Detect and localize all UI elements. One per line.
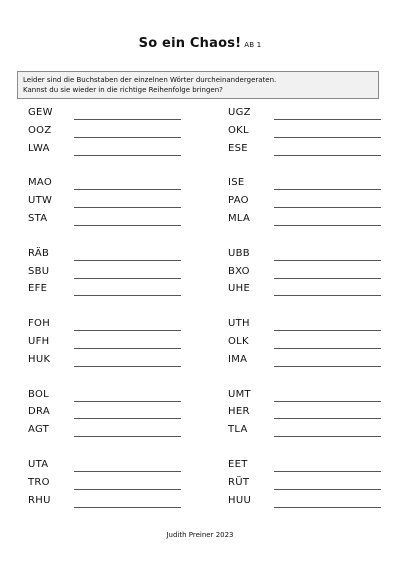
word-row [28,424,198,442]
word-group [228,318,398,371]
word-row [28,318,198,336]
scrambled-word: BXO [228,265,250,277]
word-row [228,213,398,231]
word-group [28,248,198,301]
word-row [28,336,198,354]
word-row [28,389,198,407]
word-row [28,477,198,495]
answer-line[interactable] [274,348,381,349]
answer-line[interactable] [274,260,381,261]
scrambled-word: AGT [28,424,50,436]
answer-line[interactable] [274,207,381,208]
scrambled-word: STA [28,212,48,224]
scrambled-word: UTH [228,318,250,330]
answer-line[interactable] [74,418,181,419]
answer-line[interactable] [74,189,181,190]
answer-line[interactable] [274,471,381,472]
word-row [28,107,198,125]
instruction-line-2: Kannst du sie wieder in die richtige Reihenfolge bringen? [23,86,223,94]
right-word-column [228,107,398,529]
answer-line[interactable] [74,401,181,402]
word-group [228,459,398,512]
scrambled-word: ESE [228,142,248,154]
title-text: So ein Chaos! [138,36,242,51]
answer-line[interactable] [74,489,181,490]
answer-line[interactable] [274,401,381,402]
word-row [28,143,198,161]
scrambled-word: MAO [28,177,53,189]
word-row [228,143,398,161]
word-group [28,107,198,160]
scrambled-word: HUU [228,494,252,506]
answer-line[interactable] [74,119,181,120]
answer-line[interactable] [74,330,181,331]
scrambled-word: OOZ [28,124,52,136]
answer-line[interactable] [274,278,381,279]
scrambled-word: GEW [28,107,53,118]
answer-line[interactable] [74,366,181,367]
word-group [228,107,398,160]
scrambled-word: UMT [228,388,251,400]
answer-line[interactable] [74,155,181,156]
answer-line[interactable] [274,507,381,508]
word-row [28,406,198,424]
scrambled-word: ISE [228,177,245,189]
answer-line[interactable] [274,489,381,490]
word-row [228,107,398,125]
scrambled-word: HER [228,406,250,418]
scrambled-word: OKL [228,124,249,136]
answer-line[interactable] [74,436,181,437]
answer-line[interactable] [74,137,181,138]
scrambled-word: SBU [28,265,50,277]
word-row [28,283,198,301]
title-subscript: AB 1 [244,41,262,49]
answer-line[interactable] [74,260,181,261]
word-group [228,248,398,301]
answer-line[interactable] [74,348,181,349]
word-group [28,177,198,230]
answer-line[interactable] [274,155,381,156]
scrambled-word: UFH [28,335,50,347]
scrambled-word: IMA [228,353,248,365]
answer-line[interactable] [274,225,381,226]
scrambled-word: UGZ [228,107,251,118]
answer-line[interactable] [74,225,181,226]
scrambled-word: BOL [28,388,50,400]
word-group [28,459,198,512]
answer-line[interactable] [274,418,381,419]
word-row [228,248,398,266]
answer-line[interactable] [274,436,381,437]
answer-line[interactable] [274,295,381,296]
word-row [28,266,198,284]
answer-line[interactable] [74,507,181,508]
scrambled-word: EET [228,458,248,470]
word-group [228,177,398,230]
word-group [28,389,198,442]
instruction-box [17,71,379,99]
word-row [228,477,398,495]
scrambled-word: FOH [28,318,51,330]
word-row [28,177,198,195]
word-row [228,195,398,213]
word-row [228,283,398,301]
answer-line[interactable] [274,366,381,367]
scrambled-word: RHU [28,494,51,506]
scrambled-word: EFE [28,283,48,295]
answer-line[interactable] [74,207,181,208]
answer-line[interactable] [74,295,181,296]
word-row [28,459,198,477]
word-row [28,195,198,213]
word-row [228,336,398,354]
word-row [28,125,198,143]
word-row [228,459,398,477]
word-row [228,177,398,195]
word-row [28,354,198,372]
answer-line[interactable] [274,119,381,120]
answer-line[interactable] [274,137,381,138]
footer-credit: Judith Preiner 2023 [166,531,234,539]
instruction-line-1: Leider sind die Buchstaben der einzelnen Wörter durcheinandergeraten. [23,76,277,84]
scrambled-word: UTA [28,458,49,470]
word-row [228,266,398,284]
scrambled-word: UTW [28,195,53,207]
word-group [28,318,198,371]
scrambled-word: RÄB [28,247,50,259]
word-row [228,354,398,372]
left-word-column [28,107,198,529]
word-group [228,389,398,442]
scrambled-word: RÜT [228,476,250,488]
word-row [228,389,398,407]
scrambled-word: OLK [228,335,249,347]
scrambled-word: TLA [228,424,248,436]
answer-line[interactable] [274,189,381,190]
word-row [228,406,398,424]
scrambled-word: UHE [228,283,251,295]
scrambled-word: TRO [28,476,50,488]
word-row [228,318,398,336]
word-row [228,125,398,143]
answer-line[interactable] [74,278,181,279]
scrambled-word: HUK [28,353,51,365]
scrambled-word: LWA [28,142,50,154]
word-row [28,248,198,266]
answer-line[interactable] [274,330,381,331]
scrambled-word: DRA [28,406,50,418]
scrambled-word: PAO [228,195,249,207]
word-row [228,495,398,513]
page-title [0,36,400,51]
word-row [28,495,198,513]
answer-line[interactable] [74,471,181,472]
scrambled-word: UBB [228,247,250,259]
word-row [228,424,398,442]
scrambled-word: MLA [228,212,251,224]
word-row [28,213,198,231]
